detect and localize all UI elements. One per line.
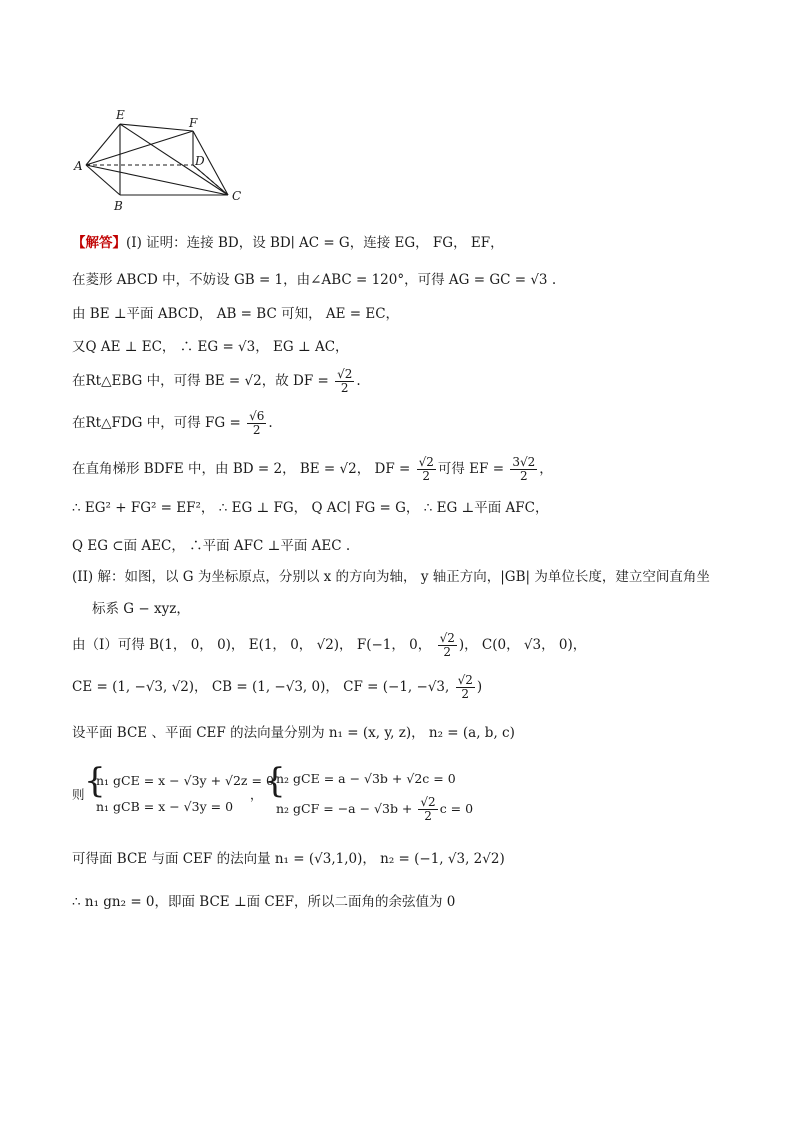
solution-line-3 (72, 305, 399, 323)
system-right-eq-1: n₂ gCE = a − √3b + √2c = 0 (276, 771, 456, 786)
line-text: 又Q AE ⊥ EC， ∴ EG = √3， EG ⊥ AC， (72, 339, 349, 355)
label-D: D (195, 154, 205, 168)
label-E: E (116, 108, 125, 122)
fraction: $\frac{√2}{2}$ (439, 631, 455, 659)
system-right-eq-2: n₂ gCF = −a − √3b + $\frac{√2}{2}$ c = 0 (276, 795, 474, 823)
solution-line-9 (72, 537, 350, 555)
solution-line-2 (72, 271, 556, 289)
fraction: $\frac{√2}{2}$ (337, 367, 353, 395)
solution-line-14 (72, 724, 515, 742)
line-text: (I) 证明：连接 BD，设 BD∣ AC = G，连接 EG， FG， EF， (126, 235, 504, 251)
fraction: $\frac{√2}{2}$ (420, 795, 436, 823)
solution-line-1 (72, 234, 504, 252)
edge-AE (86, 124, 120, 165)
line-text: (II) 解：如图，以 G 为坐标原点，分别以 x 的方向为轴， y 轴正方向，|GB| 为单位长度，建立空间直角坐 (72, 569, 710, 585)
system-prefix: 则 (72, 787, 85, 802)
line-text: ∴ EG² + FG² = EF²， ∴ EG ⊥ FG， Q AC∣ FG = G， ∴ EG ⊥平面 AFC， (72, 500, 549, 516)
line-text: ∴ n₁ gn₂ = 0，即面 BCE ⊥面 CEF，所以二面角的余弦值为 0 (72, 894, 456, 910)
line-text: CE = (1, −√3, √2)， CB = (1, −√3, 0)， CF = (−1, −√3, (72, 679, 450, 695)
solution-line-10 (72, 568, 710, 586)
solution-line-4 (72, 338, 349, 356)
fraction: $\frac{√2}{2}$ (418, 455, 434, 483)
label-C: C (232, 189, 242, 203)
edge-AB (86, 165, 120, 195)
label-F: F (189, 116, 198, 130)
line-text: 由 BE ⊥平面 ABCD， AB = BC 可知， AE = EC， (72, 306, 400, 322)
system-left-eq-1: n₁ gCE = x − √3y + √2z = 0 (96, 773, 274, 788)
label-A: A (74, 159, 83, 173)
solution-line-5: 在Rt△EBG 中，可得 BE = √2，故 DF = $\frac{√2}{2}$ . (72, 367, 361, 395)
geometry-figure (72, 102, 252, 214)
equation-systems (72, 761, 552, 824)
line-text: 在菱形 ABCD 中，不妨设 GB = 1，由∠ABC = 120°，可得 AG = GC = √3 . (72, 272, 557, 288)
line-text: 设平面 BCE 、平面 CEF 的法向量分别为 n₁ = (x, y, z)， n₂ = (a, b, c) (72, 725, 515, 741)
solution-line-12: 由（I）可得 B(1， 0， 0)， E(1， 0， √2)， F(−1， 0， $\frac{√2}{2}$ )， C(0， √3， 0)， (72, 631, 587, 659)
right-brace: { (264, 761, 286, 801)
solution-line-15 (72, 850, 505, 868)
solution-line-13: CE = (1, −√3, √2)， CB = (1, −√3, 0)， CF = (−1, −√3, $\frac{√2}{2}$ ) (72, 673, 483, 701)
solution-line-8 (72, 499, 548, 517)
line-text: 在Rt△EBG 中，可得 BE = √2，故 DF = (72, 373, 329, 389)
solution-line-16 (72, 893, 455, 911)
fraction: $\frac{√6}{2}$ (249, 409, 265, 437)
line-text: 在Rt△FDG 中，可得 FG = (72, 415, 241, 431)
line-text: Q EG ⊂面 AEC， ∴平面 AFC ⊥平面 AEC . (72, 538, 351, 554)
system-left-eq-2: n₁ gCB = x − √3y = 0 (96, 799, 234, 814)
line-text: 由（I）可得 B(1， 0， 0)， E(1， 0， √2)， F(−1， 0， (72, 637, 432, 653)
edge-EC (120, 124, 228, 195)
line-text: 标系 G − xyz， (92, 601, 190, 617)
answer-tag: 【解答】 (72, 235, 126, 251)
edge-AF (86, 131, 193, 165)
label-B: B (114, 199, 123, 213)
line-text: 在直角梯形 BDFE 中，由 BD = 2， BE = √2， DF = (72, 461, 411, 477)
edge-EF (120, 124, 193, 131)
solution-line-7: 在直角梯形 BDFE 中，由 BD = 2， BE = √2， DF = $\frac{√2}{2}$ 可得 EF = $\frac{3√2}{2}$ ， (72, 455, 553, 483)
left-brace: { (84, 761, 106, 801)
line-text: 可得面 BCE 与面 CEF 的法向量 n₁ = (√3,1,0)， n₂ = (−1, √3, 2√2) (72, 851, 505, 867)
solution-line-6: 在Rt△FDG 中，可得 FG = $\frac{√6}{2}$ . (72, 409, 273, 437)
fraction: $\frac{3√2}{2}$ (512, 455, 536, 483)
system-separator: ， (250, 787, 263, 802)
solution-line-11 (92, 600, 190, 618)
fraction: $\frac{√2}{2}$ (457, 673, 473, 701)
edge-AC (86, 165, 228, 195)
